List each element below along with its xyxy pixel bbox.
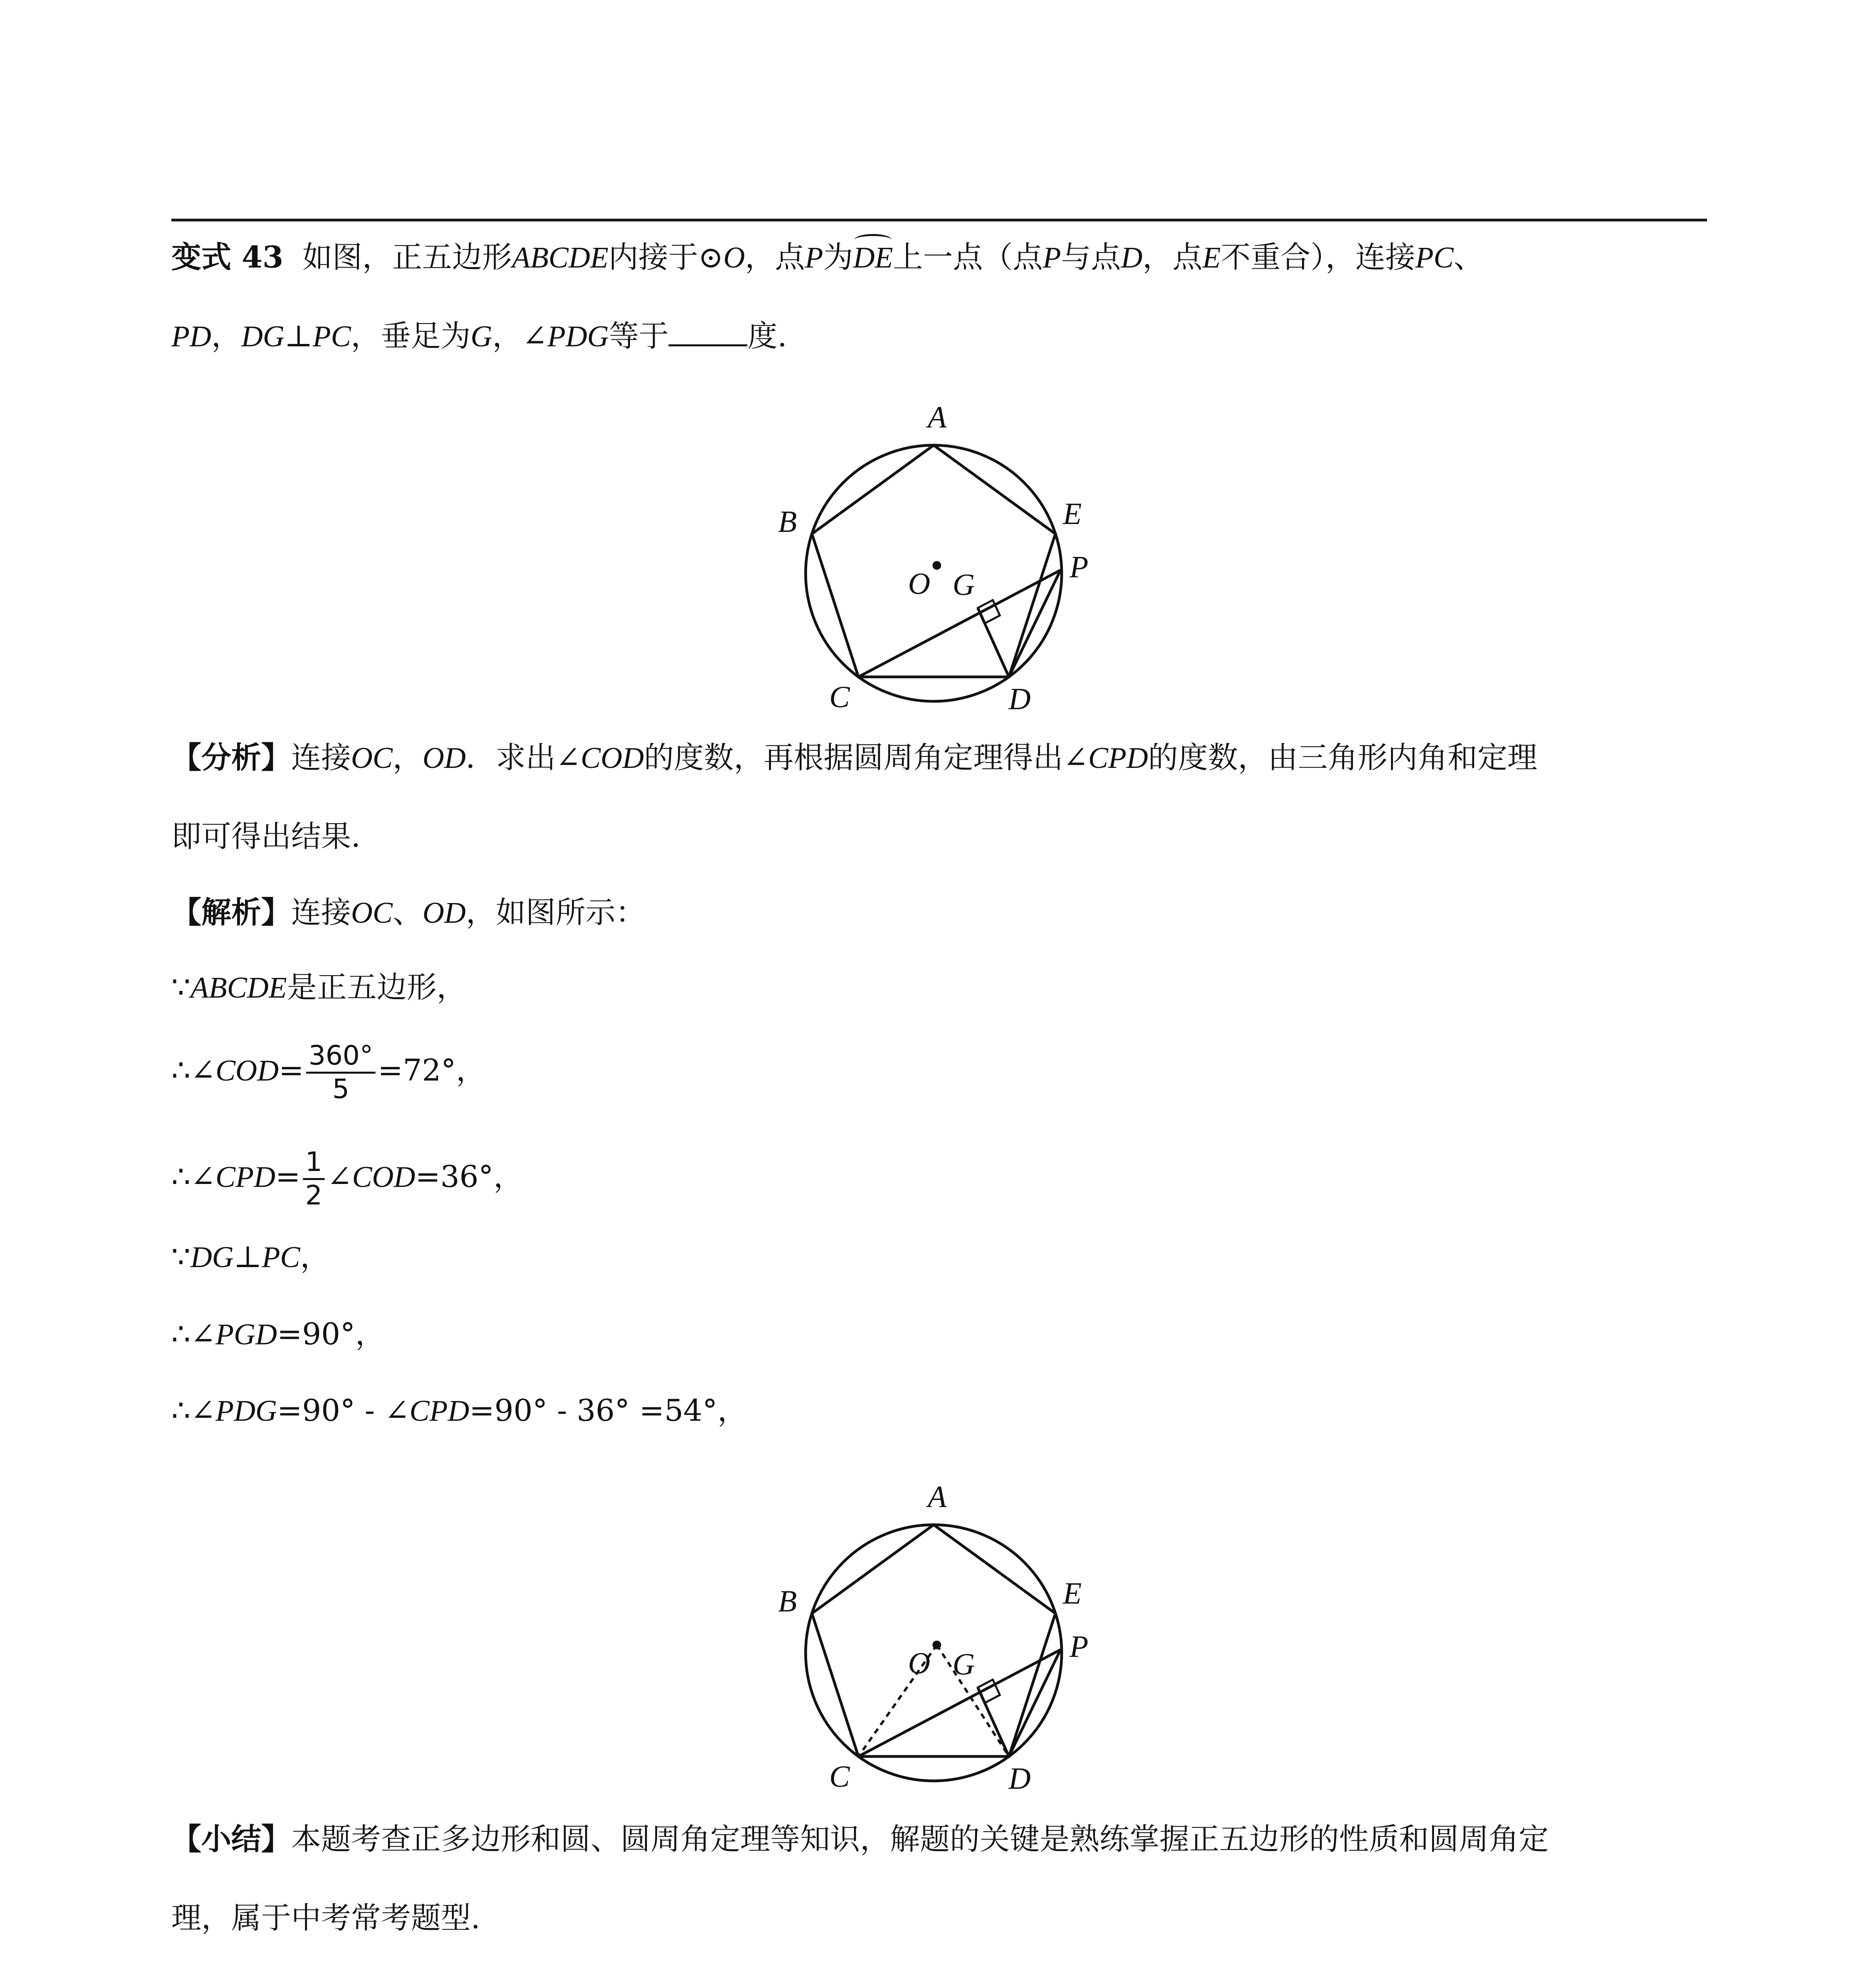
arc-de: DE xyxy=(853,239,893,277)
solution-step-1: ∵ABCDE是正五边形， xyxy=(171,970,467,1005)
summary-line-1: 【小结】本题考查正多边形和圆、圆周角定理等知识，解题的关键是熟练掌握正五边形的性质和圆周角定 xyxy=(171,1821,1549,1857)
summary-tag: 【小结】 xyxy=(171,1821,291,1857)
analysis-line-2: 即可得出结果. xyxy=(171,819,361,854)
solution-step-2: ∴∠COD= $\frac{360^\circ}{5}$ =72°， xyxy=(171,1040,486,1105)
solution-step-6: ∴∠PDG=90° - ∠CPD=90° - 36° =54°， xyxy=(171,1393,747,1428)
label-e: E xyxy=(1063,1576,1082,1610)
figure-2 xyxy=(749,1468,1103,1791)
label-p: P xyxy=(1070,1629,1088,1663)
fraction-1-over-2: $\frac{1}{2}$ xyxy=(303,1147,325,1212)
solution-line-1: 【解析】连接OC、OD，如图所示： xyxy=(171,895,646,930)
problem-line-1: 变式 43 如图，正五边形ABCDE内接于⊙O，点P为DE上一点（点P与点D，点E不重合），连接PC、 xyxy=(171,238,1484,277)
label-c: C xyxy=(829,680,850,711)
answer-blank xyxy=(669,321,747,346)
label-o: O xyxy=(908,566,931,600)
fraction-360-over-5: $\frac{360^\circ}{5}$ xyxy=(306,1040,375,1105)
summary-line-2: 理，属于中考常考题型. xyxy=(171,1900,481,1935)
label-g: G xyxy=(953,567,975,602)
figure-1 xyxy=(749,388,1103,711)
label-b: B xyxy=(778,1584,797,1618)
label-a: A xyxy=(928,400,947,434)
label-e: E xyxy=(1063,496,1082,531)
analysis-tag: 【分析】 xyxy=(171,740,291,775)
label-o: O xyxy=(908,1646,931,1680)
solution-tag: 【解析】 xyxy=(171,895,291,930)
top-rule xyxy=(171,219,1707,221)
label-c: C xyxy=(829,1759,850,1791)
analysis-line-1: 【分析】连接OC，OD．求出∠COD的度数，再根据圆周角定理得出∠CPD的度数，由三角形内角和定理 xyxy=(171,740,1538,775)
problem-label: 变式 43 xyxy=(171,240,284,275)
label-g: G xyxy=(953,1647,975,1681)
label-b: B xyxy=(778,504,797,539)
label-a: A xyxy=(928,1479,947,1514)
solution-step-4: ∵DG⊥PC， xyxy=(171,1239,330,1274)
label-p: P xyxy=(1070,550,1088,584)
solution-step-5: ∴∠PGD=90°， xyxy=(171,1316,385,1351)
solution-step-3: ∴∠CPD= $\frac{1}{2}$ ∠COD=36°， xyxy=(171,1147,524,1211)
problem-line-2: PD，DG⊥PC，垂足为G，∠PDG等于 度. xyxy=(171,318,787,353)
label-d: D xyxy=(1009,1761,1031,1791)
label-d: D xyxy=(1009,682,1031,711)
